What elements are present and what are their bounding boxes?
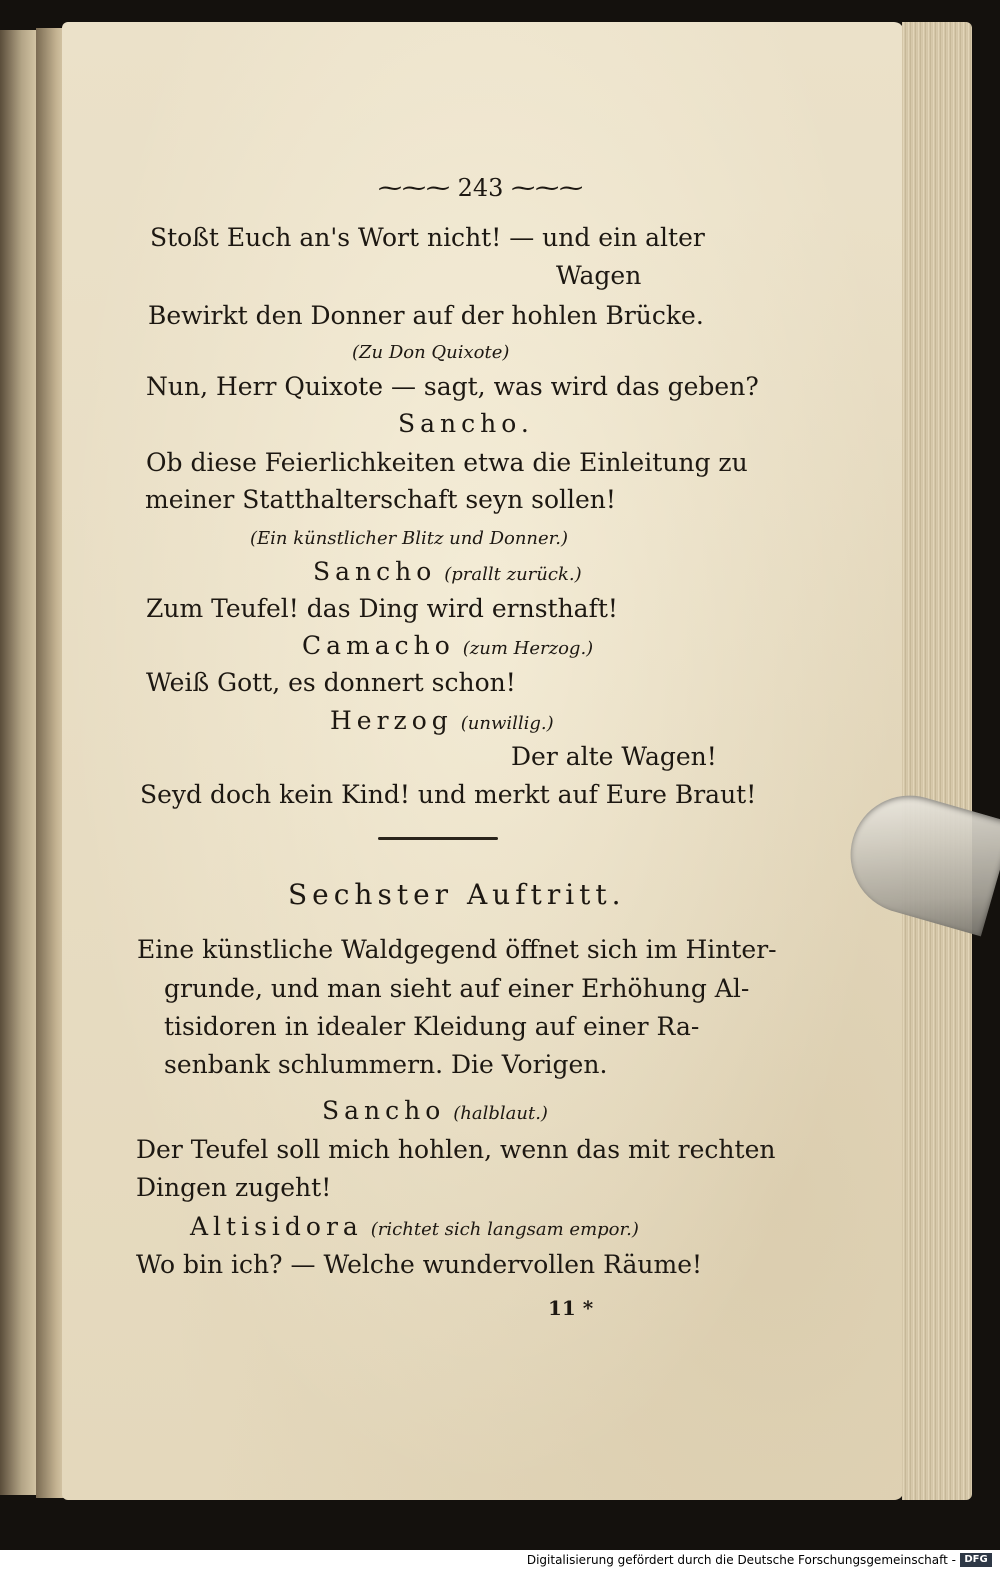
text-line: Der Teufel soll mich hohlen, wenn das mit rechten — [136, 1135, 776, 1164]
text-line: Nun, Herr Quixote — sagt, was wird das geben? — [146, 372, 759, 401]
scene-heading: Sechster Auftritt. — [288, 878, 626, 911]
stage-direction: (halblaut.) — [453, 1103, 548, 1124]
ornament-left: ⁓⁓⁓ — [378, 174, 458, 202]
text-line: Dingen zugeht! — [136, 1173, 332, 1202]
text-line: Seyd doch kein Kind! und merkt auf Eure Braut! — [140, 780, 757, 809]
text-line: Weiß Gott, es donnert schon! — [146, 668, 516, 697]
speaker-name: Sancho — [313, 557, 437, 586]
text-line: meiner Statthalterschaft seyn sollen! — [145, 485, 616, 514]
text-line: Eine künstliche Waldgegend öffnet sich im Hinter- — [137, 935, 777, 964]
text-line: grunde, und man sieht auf einer Erhöhung Al- — [164, 974, 750, 1003]
speaker-line — [330, 706, 554, 739]
text-line: Wo bin ich? — Welche wundervollen Räume! — [136, 1250, 703, 1279]
page-stack-edges — [902, 22, 972, 1500]
text-line: Bewirkt den Donner auf der hohlen Brücke. — [148, 301, 704, 330]
text-line: Stoßt Euch an's Wort nicht! — und ein alter — [150, 223, 705, 252]
speaker-name: Altisidora — [190, 1212, 363, 1241]
text-line: Der alte Wagen! — [511, 742, 717, 771]
text-line: Ob diese Feierlichkeiten etwa die Einleitung zu — [146, 448, 748, 477]
speaker-line — [302, 631, 593, 664]
text-line: Zum Teufel! das Ding wird ernsthaft! — [146, 594, 618, 623]
speaker-name: Herzog — [330, 706, 453, 735]
text-line: Wagen — [556, 261, 642, 290]
speaker-name: Sancho — [322, 1096, 446, 1125]
speaker-name: Camacho — [302, 631, 455, 660]
stage-direction: (zum Herzog.) — [462, 638, 594, 659]
page-number: 243 — [457, 174, 504, 202]
stage-direction: (unwillig.) — [460, 713, 554, 734]
text-line: senbank schlummern. Die Vorigen. — [164, 1050, 608, 1079]
footer-credit: Digitalisierung gefördert durch die Deutsche Forschungsgemeinschaft - — [526, 1553, 956, 1567]
stage-direction: (prallt zurück.) — [444, 564, 582, 585]
signature-mark: 11 * — [548, 1296, 594, 1320]
speaker-name: Sancho. — [398, 409, 534, 438]
speaker-line — [322, 1096, 548, 1129]
ornament-right: ⁓⁓⁓ — [503, 174, 584, 202]
speaker-line — [190, 1212, 639, 1245]
page-header — [378, 173, 583, 203]
stage-direction: (Ein künstlicher Blitz und Donner.) — [250, 528, 569, 549]
speaker-line — [313, 557, 582, 590]
section-divider — [378, 837, 498, 840]
stage-direction: (richtet sich langsam empor.) — [370, 1219, 639, 1240]
stage-direction: (Zu Don Quixote) — [352, 342, 510, 363]
dfg-logo-icon: DFG — [960, 1553, 992, 1567]
text-line: tisidoren in idealer Kleidung auf einer Ra- — [164, 1012, 700, 1041]
